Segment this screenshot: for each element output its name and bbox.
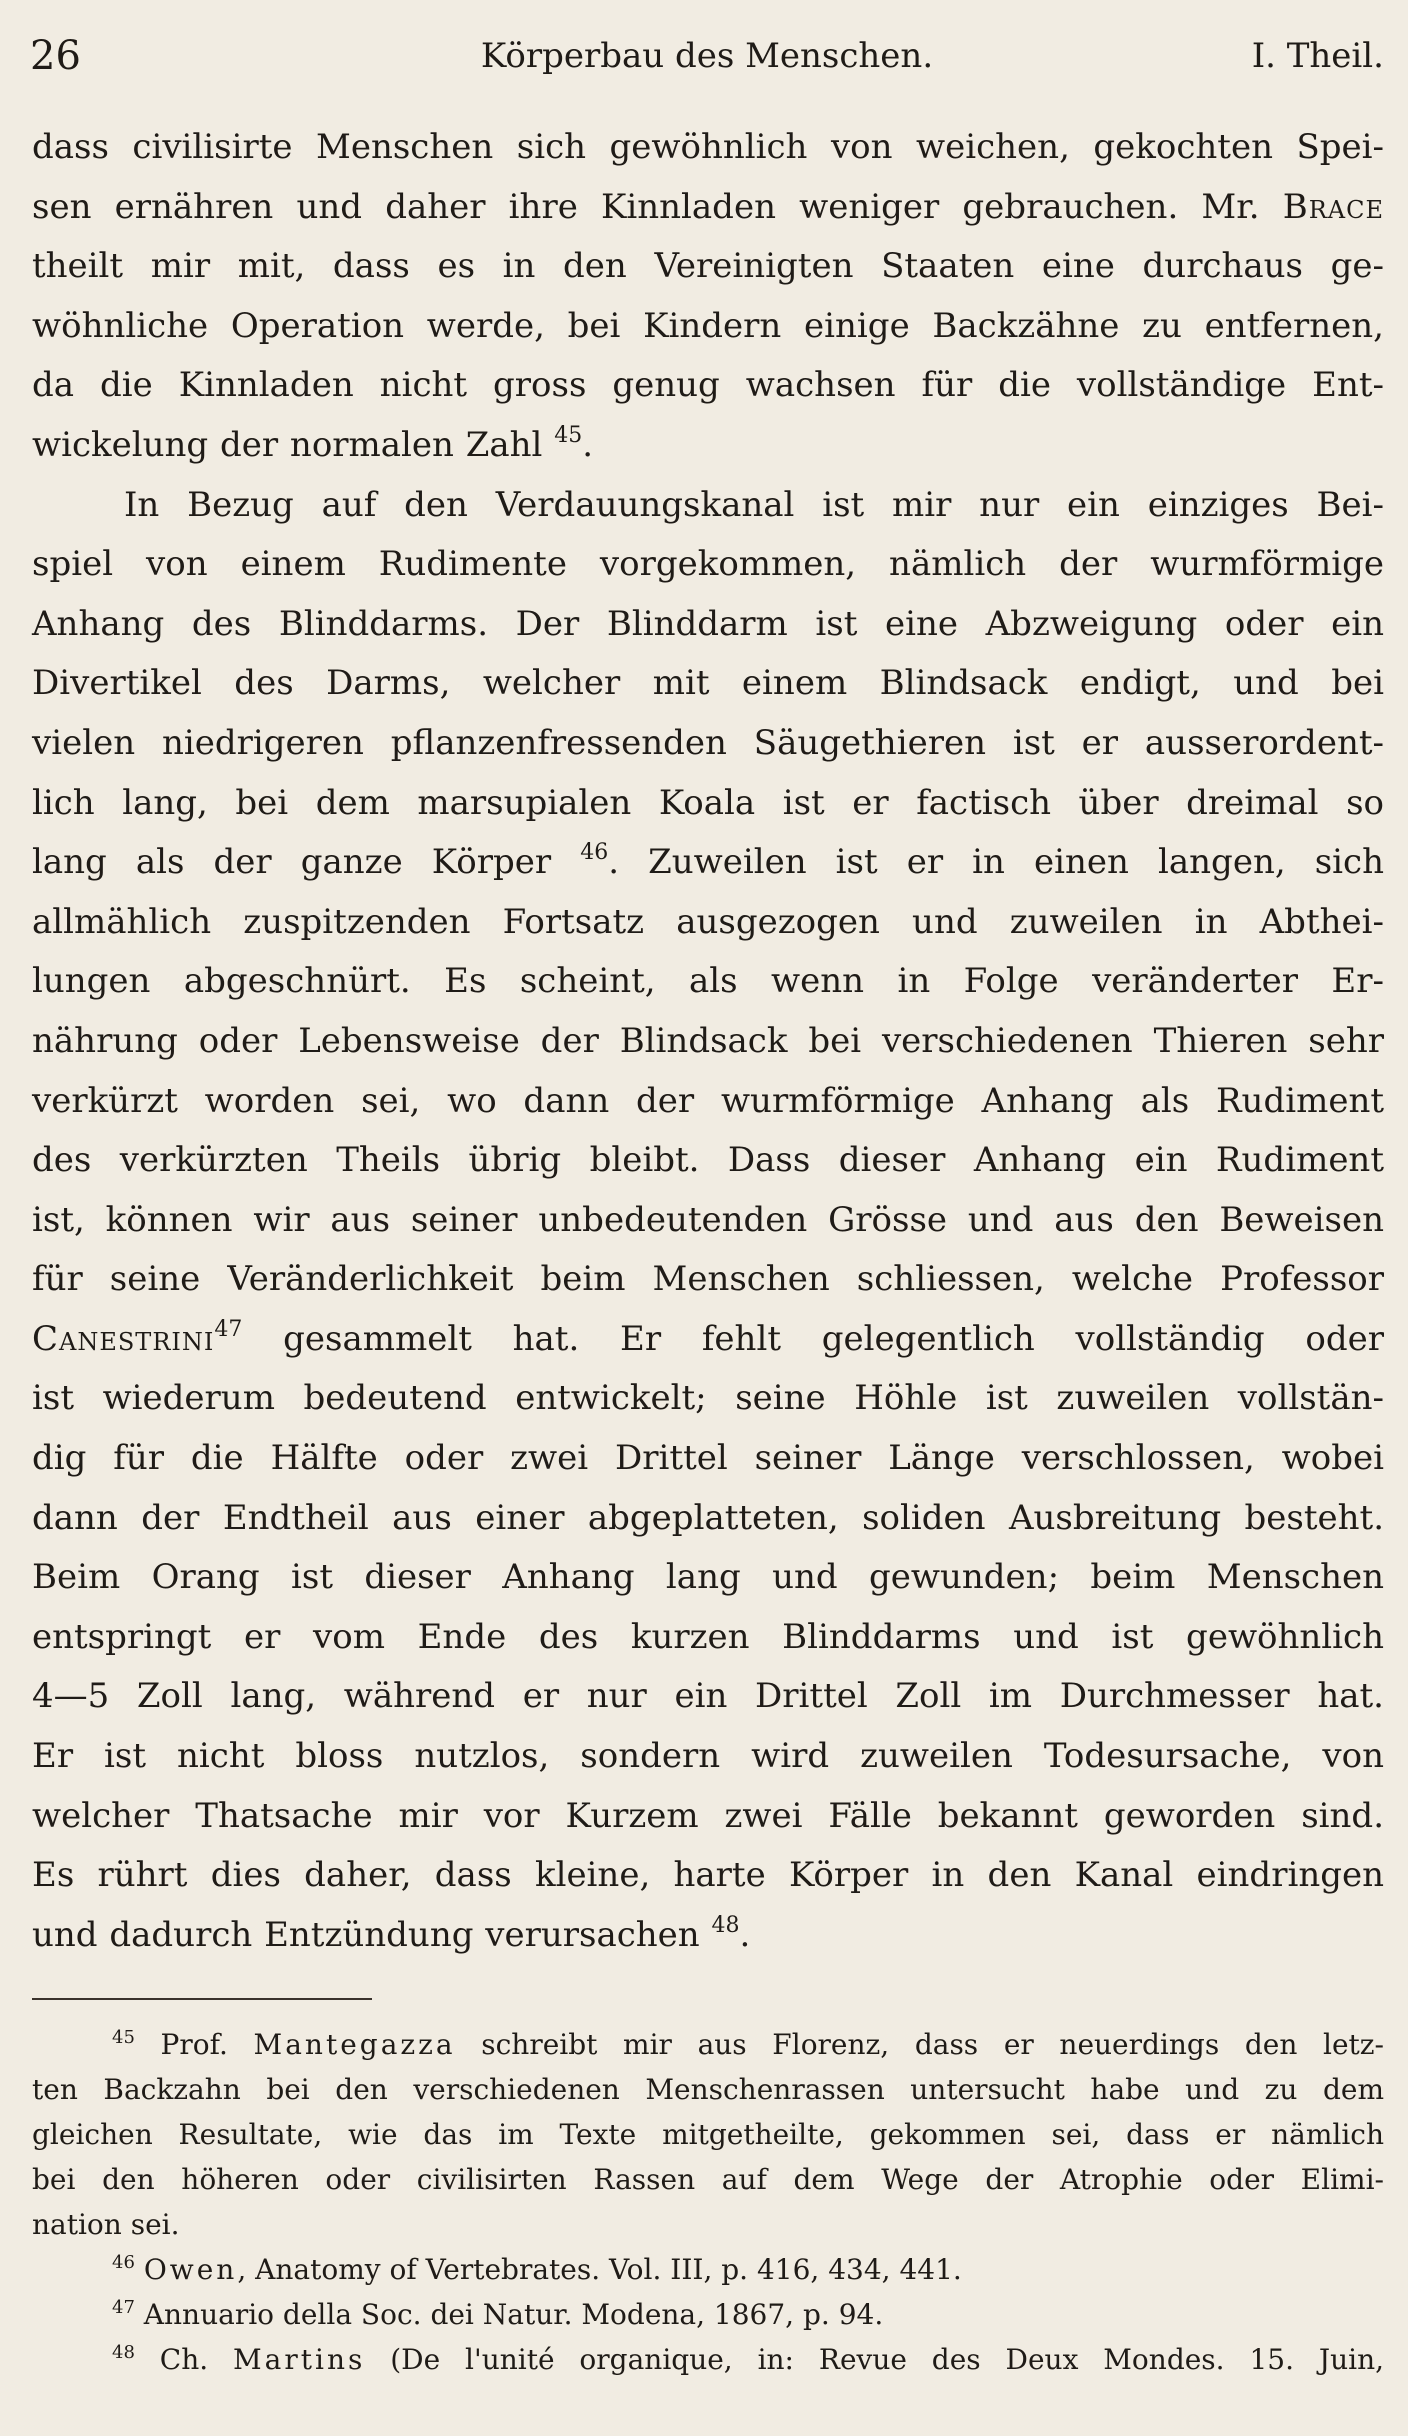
footnote-47: $^{47}$ Annuario della Soc. dei Natur. Modena, 1867, p. 94.: [112, 2297, 884, 2331]
running-title: Körperbau des Menschen.: [480, 36, 934, 76]
text-line: vielen niedrigeren pflanzenfressenden Säugethieren ist er ausserordent-: [32, 722, 1384, 763]
text-line: allmählich zuspitzenden Fortsatz ausgezogen und zuweilen in Abthei-: [32, 901, 1384, 942]
footnote-ref-47[interactable]: 47: [214, 1316, 243, 1342]
text-line: 4—5 Zoll lang, während er nur ein Drittel Zoll im Durchmesser hat.: [32, 1676, 1384, 1717]
author-name-owen: Owen: [143, 2253, 238, 2286]
author-name-martins: Martins: [233, 2343, 366, 2376]
text-line: wöhnliche Operation werde, bei Kindern einige Backzähne zu entfernen,: [32, 305, 1384, 346]
text-line: spiel von einem Rudimente vorgekommen, nämlich der wurmförmige: [32, 544, 1384, 585]
text-line: In Bezug auf den Verdauungskanal ist mir nur ein einziges Bei-: [124, 484, 1384, 525]
text-line: Er ist nicht bloss nutzlos, sondern wird zuweilen Todesursache, von: [32, 1736, 1384, 1777]
text-line: dass civilisirte Menschen sich gewöhnlich von weichen, gekochten Spei-: [32, 127, 1384, 167]
text-line: nährung oder Lebensweise der Blindsack bei verschiedenen Thieren sehr: [32, 1020, 1384, 1061]
text-line: theilt mir mit, dass es in den Vereinigten Staaten eine durchaus ge-: [32, 246, 1384, 287]
text-line: Canestrini$^{47}$ gesammelt hat. Er fehlt gelegentlich vollständig oder: [32, 1316, 1384, 1359]
footnote-48: $^{48}$ Ch. Martins (De l'unité organique, in: Revue des Deux Mondes. 15. Juin,: [112, 2342, 1384, 2376]
text-line: sen ernähren und daher ihre Kinnladen weniger gebrauchen. Mr. Brace: [32, 186, 1384, 227]
footnote-ref-45[interactable]: 45: [554, 422, 583, 448]
text-line: lungen abgeschnürt. Es scheint, als wenn in Folge veränderter Er-: [32, 961, 1384, 1002]
footnote-mark: 48: [112, 2342, 135, 2363]
text-line: wickelung der normalen Zahl $^{45}$.: [32, 422, 594, 465]
text-line: des verkürzten Theils übrig bleibt. Dass dieser Anhang ein Rudiment: [32, 1140, 1384, 1181]
text-line: für seine Veränderlichkeit beim Menschen schliessen, welche Professor: [32, 1259, 1384, 1300]
text-line: verkürzt worden sei, wo dann der wurmförmige Anhang als Rudiment: [32, 1080, 1384, 1121]
footnote-divider: [32, 1998, 372, 2000]
text-line: und dadurch Entzündung verursachen $^{48}$.: [32, 1912, 751, 1955]
footnote-46: $^{46}$ Owen, Anatomy of Vertebrates. Vol. III, p. 416, 434, 441.: [112, 2252, 962, 2286]
footnotes: [32, 2022, 1384, 2382]
page-number: 26: [30, 33, 81, 79]
text-line: entspringt er vom Ende des kurzen Blinddarms und ist gewöhnlich: [32, 1616, 1384, 1657]
page-header: [30, 28, 1384, 84]
author-name-mantegazza: Mantegazza: [253, 2028, 456, 2061]
footnote-line: ten Backzahn bei den verschiedenen Menschenrassen untersucht habe und zu dem: [32, 2073, 1384, 2106]
text-line: ist, können wir aus seiner unbedeutenden Grösse und aus den Beweisen: [32, 1199, 1384, 1240]
footnote-45: $^{45}$ Prof. Mantegazza schreibt mir aus Florenz, dass er neuerdings den letz-: [112, 2027, 1385, 2061]
text-line: dann der Endtheil aus einer abgeplatteten, soliden Ausbreitung besteht.: [32, 1497, 1384, 1538]
main-text: [32, 118, 1384, 1965]
author-name-canestrini: Canestrini: [32, 1318, 215, 1359]
footnote-line: nation sei.: [32, 2208, 180, 2241]
footnote-line: gleichen Resultate, wie das im Texte mitgetheilte, gekommen sei, dass er nämlich: [32, 2118, 1384, 2151]
text-line: welcher Thatsache mir vor Kurzem zwei Fälle bekannt geworden sind.: [32, 1795, 1384, 1836]
text-line: lich lang, bei dem marsupialen Koala ist er factisch über dreimal so: [32, 782, 1384, 823]
text-line: Anhang des Blinddarms. Der Blinddarm ist eine Abzweigung oder ein: [32, 603, 1384, 644]
text-line: lang als der ganze Körper $^{46}$. Zuweilen ist er in einen langen, sich: [32, 840, 1384, 883]
text-line: Divertikel des Darms, welcher mit einem Blindsack endigt, und bei: [32, 663, 1384, 704]
part-label: I. Theil.: [1251, 36, 1384, 76]
footnote-ref-46[interactable]: 46: [580, 840, 609, 866]
footnote-mark: 45: [112, 2027, 135, 2048]
text-line: Es rührt dies daher, dass kleine, harte Körper in den Kanal eindringen: [32, 1855, 1384, 1896]
text-line: Beim Orang ist dieser Anhang lang und gewunden; beim Menschen: [32, 1557, 1384, 1598]
footnote-line: bei den höheren oder civilisirten Rassen auf dem Wege der Atrophie oder Elimi-: [32, 2163, 1384, 2196]
footnote-ref-48[interactable]: 48: [711, 1912, 740, 1938]
author-name-brace: Brace: [1282, 186, 1384, 227]
text-line: ist wiederum bedeutend entwickelt; seine Höhle ist zuweilen vollstän-: [32, 1378, 1384, 1419]
text-line: dig für die Hälfte oder zwei Drittel seiner Länge verschlossen, wobei: [32, 1438, 1384, 1479]
footnote-mark: 47: [112, 2297, 135, 2318]
text-line: da die Kinnladen nicht gross genug wachsen für die vollständige Ent-: [32, 365, 1384, 406]
footnote-mark: 46: [112, 2252, 135, 2273]
